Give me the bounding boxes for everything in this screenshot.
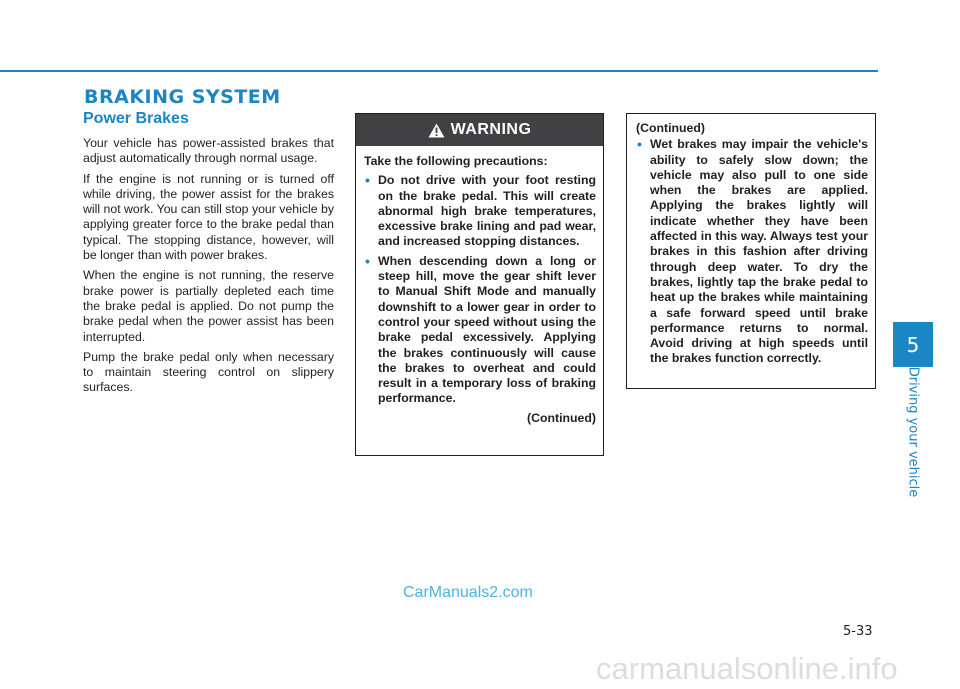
continued-list bbox=[636, 137, 868, 366]
chapter-number: 5 bbox=[906, 332, 920, 357]
body-text-column bbox=[83, 136, 334, 401]
continued-item: • Wet brakes may impair the vehicle's ability to safely slow down; the vehicle may also pull to one side when the brakes are applied. Applying the brakes lightly will indicate whether they have been affected in this way. Always test your brakes in this fashion after driving through deep water. To dry the brakes, lightly tap the brake pedal to heat up the brakes while maintaining a safe forward speed until brake performance returns to normal. Avoid driving at high speeds until the brakes function correctly. bbox=[636, 137, 868, 366]
header-rule bbox=[0, 70, 878, 72]
continued-label: (Continued) bbox=[527, 410, 596, 425]
warning-item: • Do not drive with your foot resting on the brake pedal. This will create abnormal high brake temperatures, excessive brake lining and pad wear, and increased stopping distances. bbox=[364, 173, 596, 249]
warning-title: WARNING bbox=[450, 121, 532, 138]
warning-body bbox=[356, 146, 603, 426]
warning-list bbox=[364, 173, 596, 406]
watermark-carmanualsonline: carmanualsonline.info bbox=[596, 651, 898, 686]
warning-intro: Take the following precautions: bbox=[364, 154, 548, 168]
chapter-title: Driving your vehicle bbox=[905, 366, 921, 498]
power-brakes-title: Power Brakes bbox=[83, 110, 189, 127]
warning-box bbox=[355, 113, 604, 456]
body-paragraph: When the engine is not running, the reserve brake power is partially depleted each time the brake pedal is applied. Do not pump the brake pedal when the power assist has been interrupted. bbox=[83, 268, 334, 344]
section-title: BRAKING SYSTEM bbox=[84, 86, 281, 108]
page-number: 5-33 bbox=[843, 624, 873, 639]
chapter-tab bbox=[893, 322, 933, 367]
continued-heading: (Continued) bbox=[636, 121, 705, 135]
warning-triangle-icon bbox=[428, 123, 445, 138]
body-paragraph: Pump the brake pedal only when necessary to maintain steering control on slippery surfaces. bbox=[83, 349, 334, 395]
body-paragraph: Your vehicle has power-assisted brakes that adjust automatically through normal usage. bbox=[83, 136, 334, 166]
warning-item: • When descending down a long or steep hill, move the gear shift lever to Manual Shift Mode and manually downshift to a lower gear in order to control your speed without using the brake pedal excessively. Applying the brakes continuously will cause the brakes to overheat and could result in a temporary loss of braking performance. bbox=[364, 254, 596, 407]
continued-warning-box bbox=[626, 113, 876, 389]
watermark-carmanuals2: CarManuals2.com bbox=[403, 584, 533, 601]
body-paragraph: If the engine is not running or is turned off while driving, the power assist for the brakes will not work. You can still stop your vehicle by applying greater force to the brake pedal than typical. The stopping distance, however, will be longer than with power brakes. bbox=[83, 171, 334, 263]
warning-header bbox=[356, 114, 603, 146]
